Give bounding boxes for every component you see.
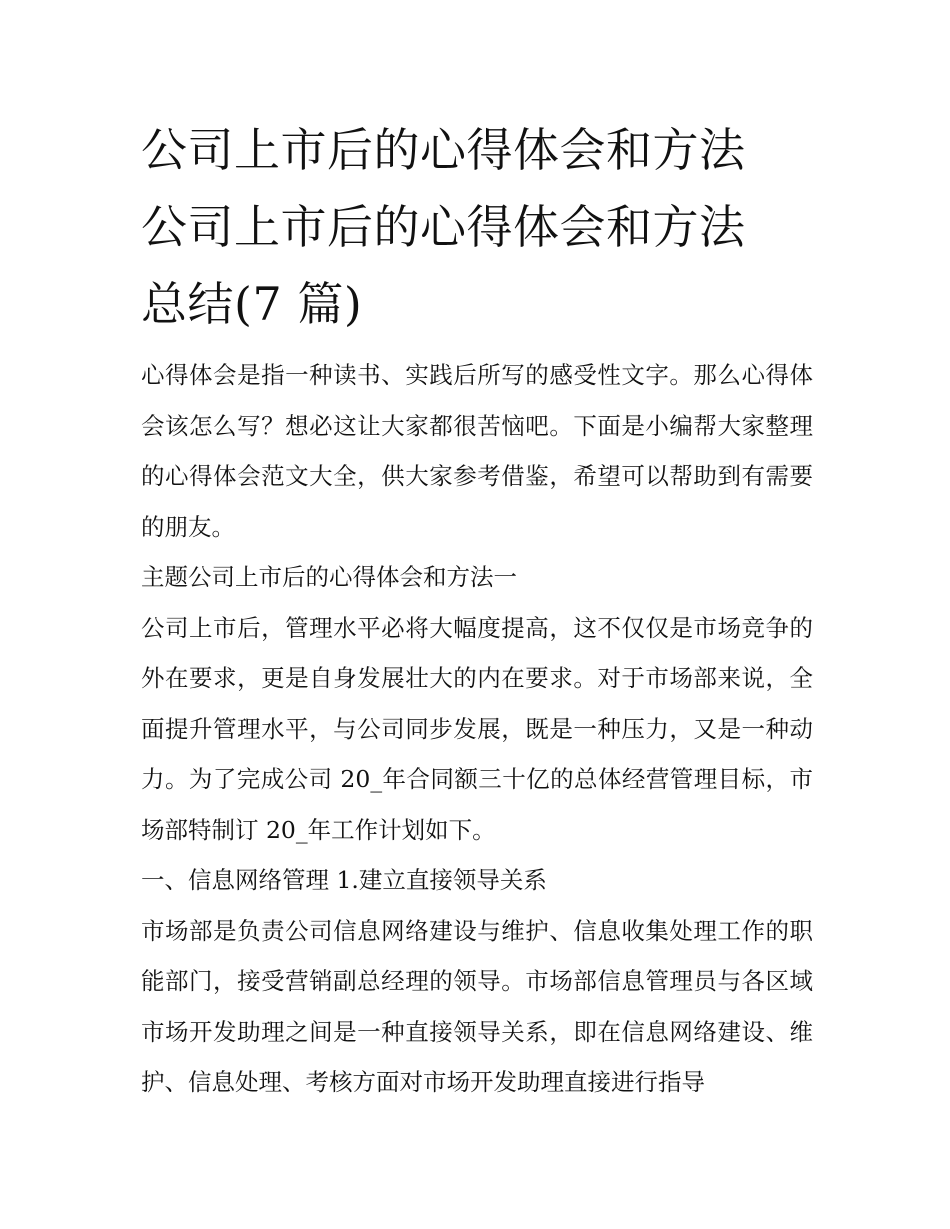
document-content: [141, 112, 813, 1108]
section-heading: 主题公司上市后的心得体会和方法一: [141, 563, 517, 591]
document-title: [141, 112, 813, 343]
title-line-2: 公司上市后的心得体会和方法: [141, 200, 746, 254]
body-paragraph: 市场部是负责公司信息网络建设与维护、信息收集处理工作的职能部门，接受营销副总经理的领导。市场部信息管理员与各区域市场开发助理之间是一种直接领导关系，即在信息网络建设、维护、信息处理、考核方面对市场开发助理直接进行指导: [141, 916, 813, 1096]
title-line-1: 公司上市后的心得体会和方法: [141, 123, 746, 177]
subsection-heading: 一、信息网络管理 1.建立直接领导关系: [141, 866, 547, 894]
document-body: [141, 350, 813, 1108]
intro-paragraph: 心得体会是指一种读书、实践后所写的感受性文字。那么心得体会该怎么写？想必这让大家都很苦恼吧。下面是小编帮大家整理的心得体会范文大全，供大家参考借鉴，希望可以帮助到有需要的朋友。: [141, 361, 813, 541]
title-line-3: 总结(7 篇): [141, 277, 363, 331]
body-paragraph: 公司上市后，管理水平必将大幅度提高，这不仅仅是市场竞争的外在要求，更是自身发展壮大的内在要求。对于市场部来说，全面提升管理水平，与公司同步发展，既是一种压力，又是一种动力。为了完成公司 20_年合同额三十亿的总体经营管理目标，市场部特制订 20_年工作计划如下。: [141, 613, 813, 844]
